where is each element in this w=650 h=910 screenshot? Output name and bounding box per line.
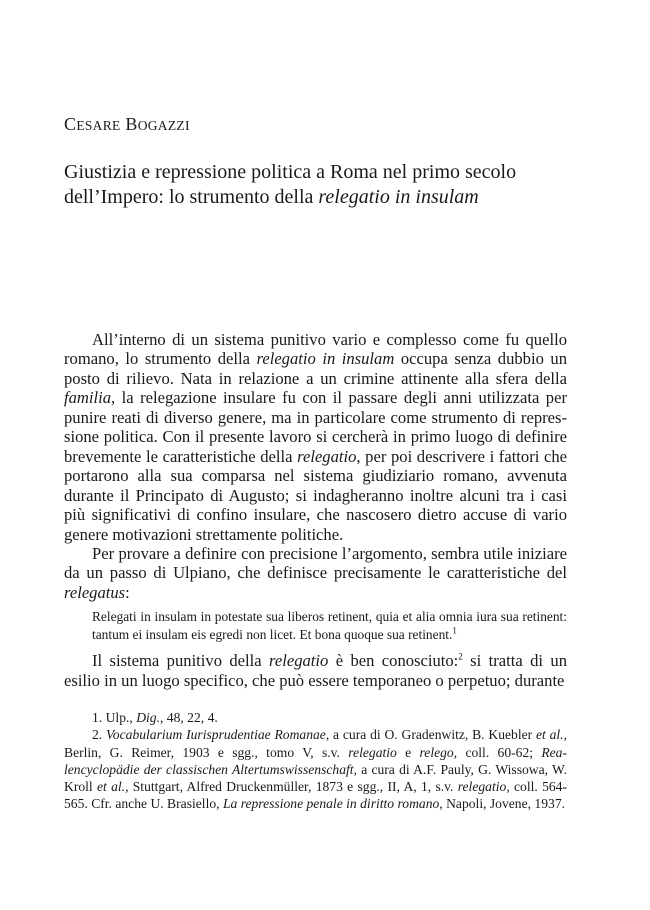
footnote-1: 1. Ulp., Dig., 48, 22, 4. — [92, 710, 218, 725]
title-line-2: dell’Impero: lo strumento della — [64, 186, 319, 208]
title-italic-term: relegatio in insulam — [318, 186, 479, 208]
paragraph-intro: All’interno di un sistema punitivo vario e complesso come fu quello romano, lo strumento della relegatio in insulam occupa senza dubbio un posto di rilievo. Nata in relazione a un crimine attinente alla sfera della familia, la relegazione insulare fu con il passare degli anni utilizzata per punire reati di diverso genere, ma in particolare come strumento di repressione politica. Con il presente lavoro si cercherà in primo luogo di definire brevemente le caratteristiche della relegatio, per poi descrivere i fattori che portarono alla sua comparsa nel sistema giudiziario romano, avvenuta durante il Principato di Augusto; si indagheranno inoltre alcuni tra i casi più significativi di confino insulare, che nascosero dietro accuse di vario genere motivazioni strettamente politiche. — [64, 330, 567, 544]
footnote-ref-1[interactable]: 1 — [452, 625, 457, 636]
block-quote: Relegati in insulam in potestate sua liberos retinent, quia et alia omnia iura sua retinent: tantum ei insulam eis egredi non licet. Et bona quoque sua retinent.$^1$ — [92, 609, 567, 642]
body-text — [64, 330, 567, 690]
footnote-ref-2[interactable]: 2 — [458, 651, 463, 662]
footnote-2: 2. Vocabularium Iurisprudentiae Romanae, a cura di O. Gradenwitz, B. Kuebler et al., Berlin, G. Reimer, 1903 e sgg., tomo V, s.v. relegatio e relego, coll. 60-62; Realencyclopädie der classischen Altertumswissenschaft, a cura di A.F. Pauly, G. Wissowa, W. Kroll et al., Stuttgart, Alfred Druckenmüller, 1873 e sgg., II, A, 1, s.v. relegatio, coll. 564-565. Cfr. anche U. Brasiello, La repressione penale in diritto romano, Napoli, Jovene, 1937. — [64, 727, 568, 812]
author-last-initial: B — [125, 114, 138, 134]
author-first-rest: ESARE — [76, 118, 121, 133]
author-first-initial: C — [64, 114, 77, 134]
title-line-1: Giustizia e repressione politica a Roma nel primo secolo — [64, 161, 517, 183]
author-name — [64, 114, 190, 135]
author-last-rest: OGAZZI — [137, 118, 190, 133]
footnotes — [64, 709, 567, 813]
paragraph-sistema: Il sistema punitivo della relegatio è ben conosciuto:$^2$ si tratta di un esilio in un luogo specifico, che può essere temporaneo o perpetuo; durante — [64, 651, 567, 690]
article-title — [64, 160, 534, 210]
paragraph-ulpiano: Per provare a definire con precisione l’argomento, sembra utile iniziare da un passo di Ulpiano, che definisce precisamente le caratteristiche del relegatus: — [64, 543, 567, 602]
